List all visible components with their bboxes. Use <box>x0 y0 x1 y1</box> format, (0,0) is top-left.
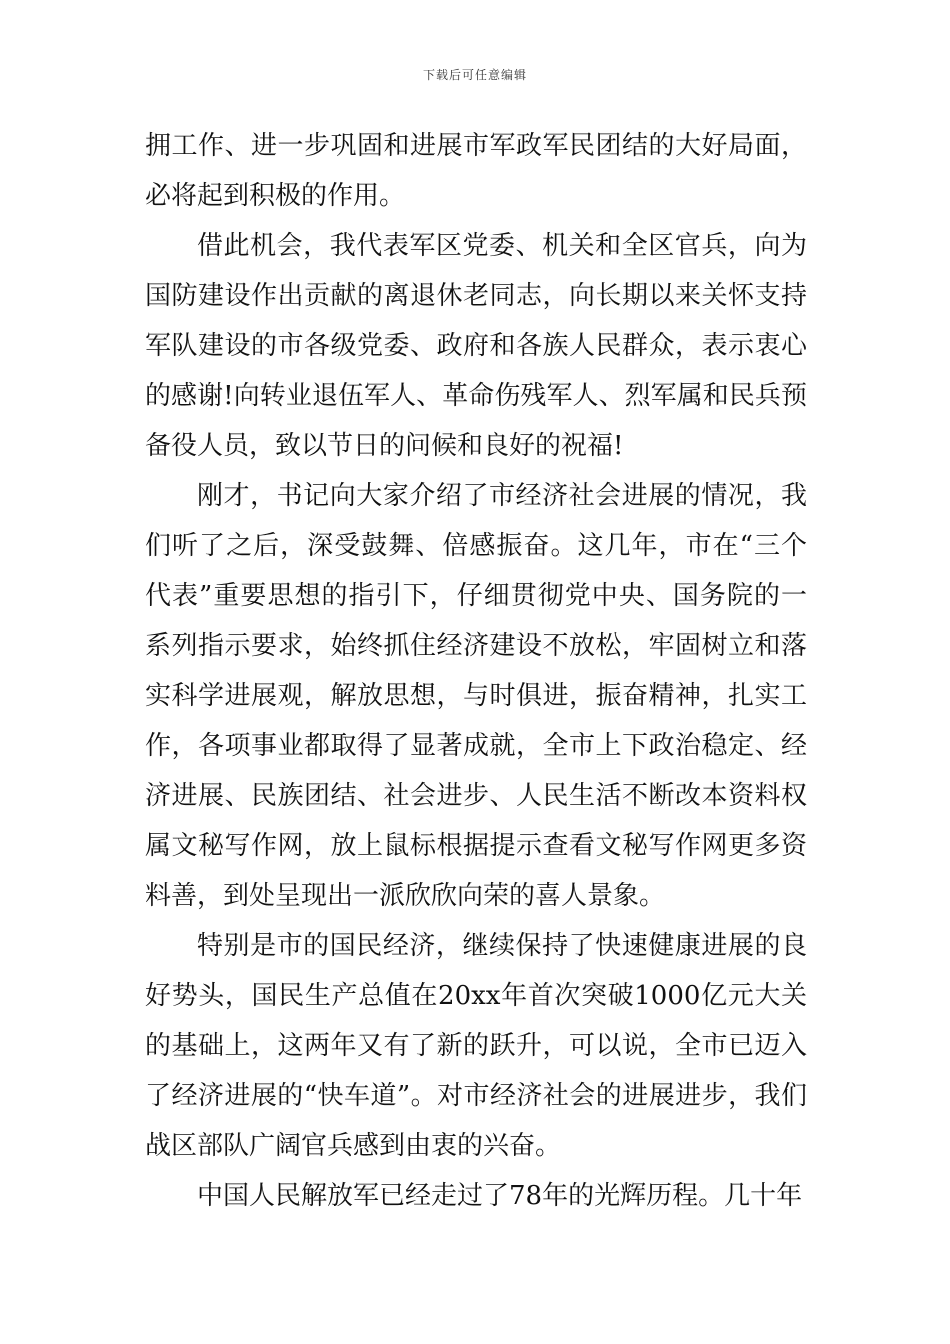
document-body <box>145 121 807 1221</box>
paragraph-thanks: 借此机会，我代表军区党委、机关和全区官兵，向为国防建设作出贡献的离退休老同志，向长期以来关怀支持军队建设的市各级党委、政府和各族人民群众，表示衷心的感谢!向转业退伍军人、革命伤残军人、烈军属和民兵预备役人员，致以节日的问候和良好的祝福! <box>145 231 807 461</box>
header-note: 下载后可任意编辑 <box>422 68 527 82</box>
paragraph-city-progress: 刚才，书记向大家介绍了市经济社会进展的情况，我们听了之后，深受鼓舞、倍感振奋。这几年，市在“三个代表”重要思想的指引下，仔细贯彻党中央、国务院的一系列指示要求，始终抓住经济建设不放松，牢固树立和落实科学进展观，解放思想，与时俱进，振奋精神，扎实工作，各项事业都取得了显著成就，全市上下政治稳定、经济进展、民族团结、社会进步、人民生活不断改本资料权属文秘写作网，放上鼠标根据提示查看文秘写作网更多资料善，到处呈现出一派欣欣向荣的喜人景象。 <box>145 481 807 911</box>
paragraph-pla-history: 中国人民解放军已经走过了78年的光辉历程。几十年 <box>197 1181 803 1211</box>
paragraph-economy: 特别是市的国民经济，继续保持了快速健康进展的良好势头，国民生产总值在20xx年首次突破1000亿元大关的基础上，这两年又有了新的跃升，可以说，全市已迈入了经济进展的“快车道”。对市经济社会的进展进步，我们战区部队广阔官兵感到由衷的兴奋。 <box>145 931 807 1161</box>
paragraph-continuation: 拥工作、进一步巩固和进展市军政军民团结的大好局面，必将起到积极的作用。 <box>145 131 807 211</box>
